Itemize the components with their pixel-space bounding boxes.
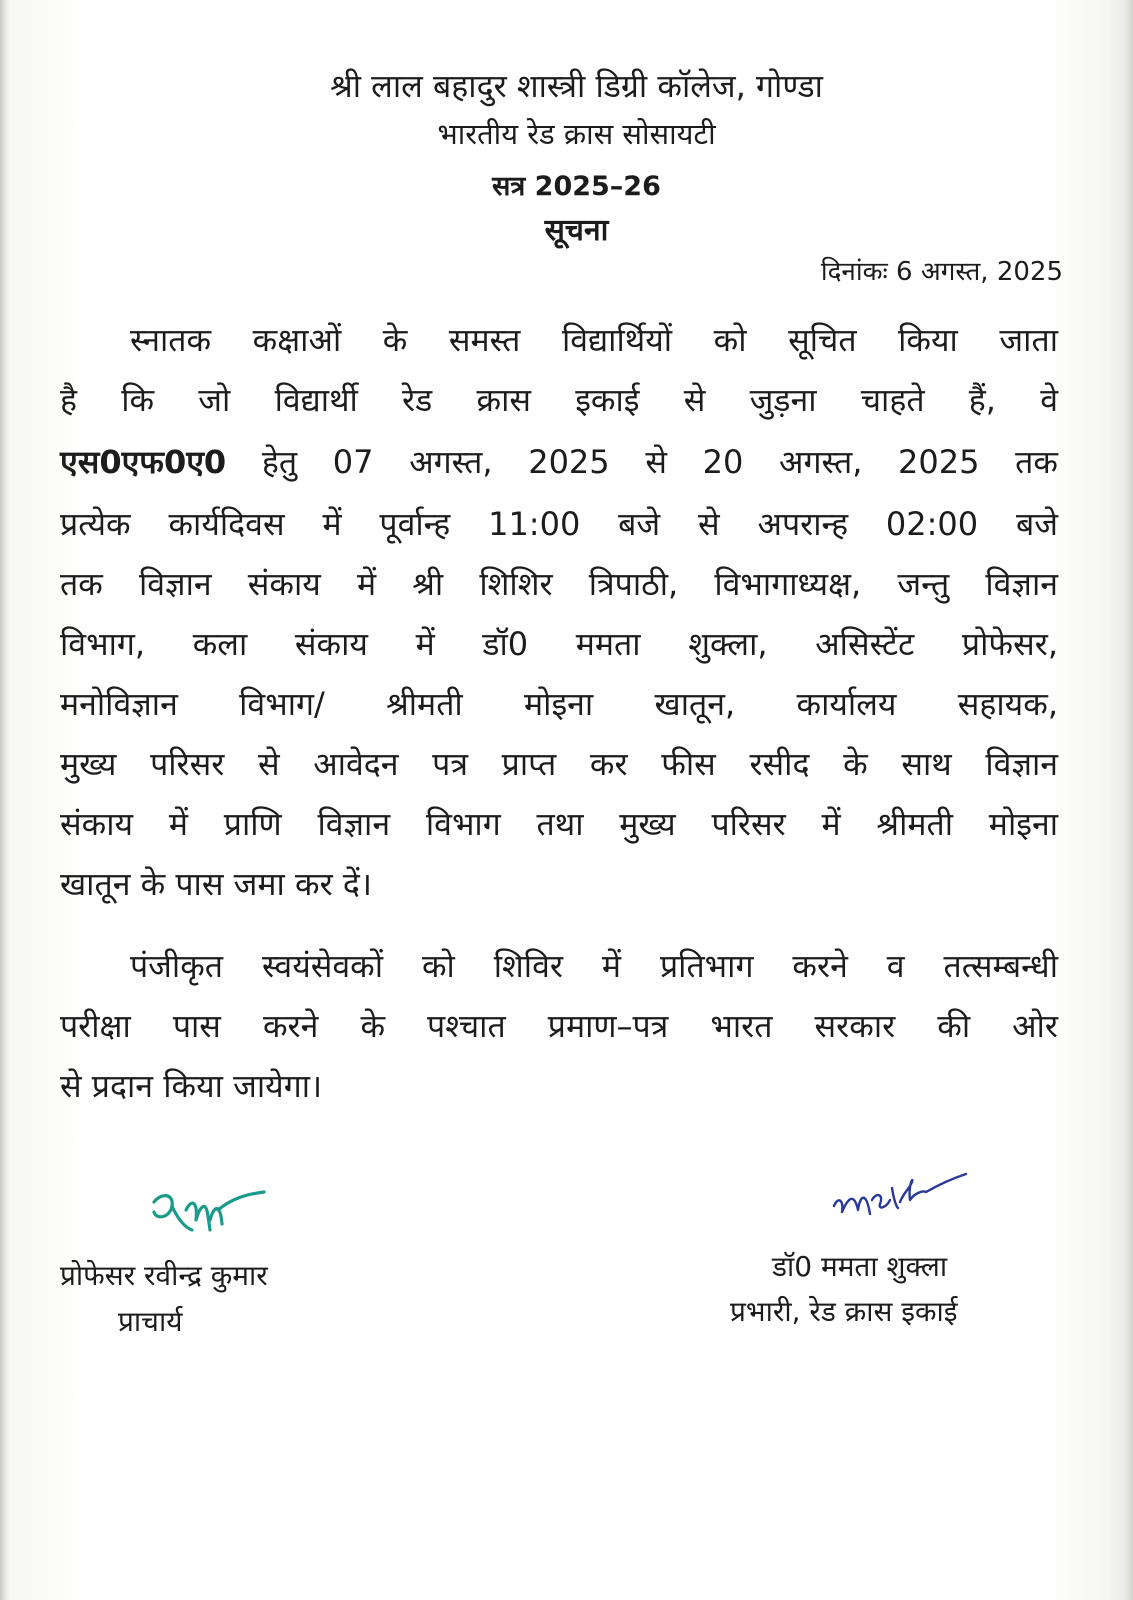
paragraph1-line3 (60, 442, 1058, 482)
paragraph1-line2: है कि जो विद्यार्थी रेड क्रास इकाई से जुड़ना चाहते हैं, वे (60, 381, 1058, 419)
paragraph1-line7: मनोविज्ञान विभाग/ श्रीमती मोइना खातून, कार्यालय सहायक, (60, 685, 1058, 723)
incharge-title: प्रभारी, रेड क्रास इकाई (730, 1295, 958, 1328)
paragraph1-line6: विभाग, कला संकाय में डॉ0 ममता शुक्ला, असिस्टेंट प्रोफेसर, (60, 625, 1058, 663)
paragraph1-line9: संकाय में प्राणि विज्ञान विभाग तथा मुख्य परिसर में श्रीमती मोइना (60, 805, 1058, 843)
incharge-signature-stroke (834, 1174, 966, 1214)
paragraph2-line1: पंजीकृत स्वयंसेवकों को शिविर में प्रतिभाग करने व तत्सम्बन्धी (130, 947, 1058, 985)
paragraph2-line3: से प्रदान किया जायेगा। (60, 1067, 323, 1105)
paragraph1-line1: स्नातक कक्षाओं के समस्त विद्यार्थियों को सूचित किया जाता (130, 321, 1058, 359)
organization-name: भारतीय रेड क्रास सोसायटी (437, 117, 716, 151)
incharge-signature (830, 1170, 970, 1230)
notice-title: सूचना (544, 213, 609, 248)
principal-signature-stroke (154, 1192, 264, 1230)
paragraph1-line5: तक विज्ञान संकाय में श्री शिशिर त्रिपाठी, विभागाध्यक्ष, जन्तु विज्ञान (60, 565, 1058, 603)
principal-title: प्राचार्य (118, 1305, 183, 1338)
principal-signature (148, 1180, 268, 1250)
sfa-abbreviation: एस0एफ0ए0 (60, 443, 227, 481)
paragraph2-line2: परीक्षा पास करने के पश्चात प्रमाण–पत्र भारत सरकार की ओर (60, 1007, 1058, 1045)
paragraph1-line3-text: हेतु 07 अगस्त, 2025 से 20 अगस्त, 2025 तक (226, 443, 1058, 481)
incharge-name: डॉ0 ममता शुक्ला (772, 1250, 948, 1283)
paragraph1-line4: प्रत्येक कार्यदिवस में पूर्वान्ह 11:00 बजे से अपरान्ह 02:00 बजे (60, 505, 1058, 543)
college-name: श्री लाल बहादुर शास्त्री डिग्री कॉलेज, गोण्डा (330, 67, 823, 105)
principal-name: प्रोफेसर रवीन्द्र कुमार (60, 1259, 268, 1292)
notice-date: दिनांकः 6 अगस्त, 2025 (820, 257, 1063, 287)
session-label: सत्र 2025–26 (492, 171, 661, 202)
paragraph1-line10: खातून के पास जमा कर दें। (60, 865, 372, 903)
paragraph1-line8: मुख्य परिसर से आवेदन पत्र प्राप्त कर फीस रसीद के साथ विज्ञान (60, 745, 1058, 783)
